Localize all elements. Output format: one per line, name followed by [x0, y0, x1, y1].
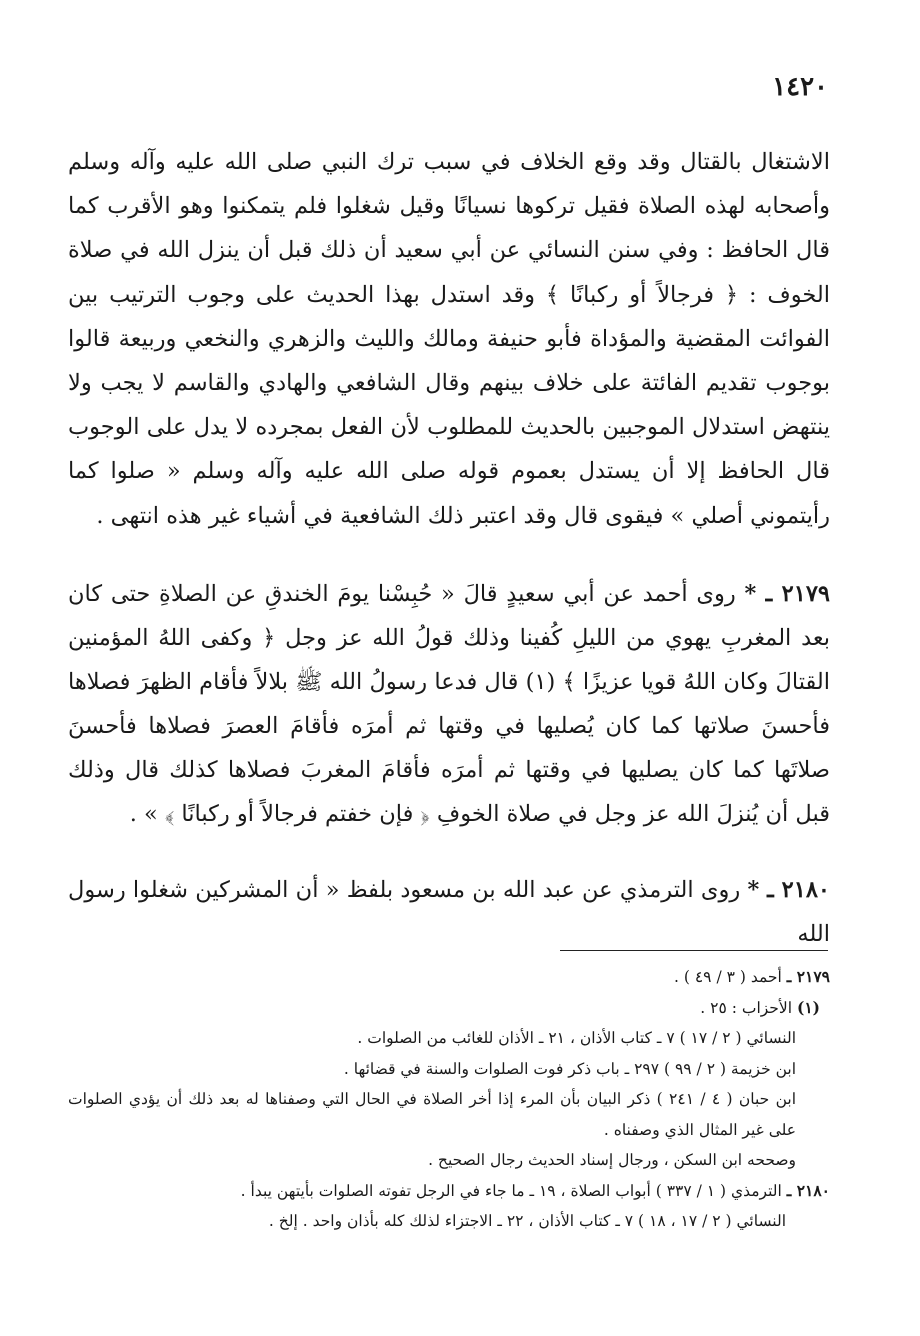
commentary-paragraph: [68, 140, 830, 538]
footnote-text: الترمذي ( ١ / ٣٣٧ ) أبواب الصلاة ، ١٩ ـ ما جاء في الرجل تفوته الصلوات بأيتهن يبدأ .: [240, 1181, 782, 1200]
footnote-separator: [560, 950, 828, 951]
hadith-number: ٢١٧٩ ـ *: [744, 581, 831, 607]
footnote-item: [68, 1145, 830, 1176]
footnote-text: وصححه ابن السكن ، ورجال إسناد الحديث رجال الصحيح .: [428, 1151, 796, 1169]
hadith-number: ٢١٨٠ ـ *: [747, 877, 830, 903]
page-number: ١٤٢٠: [772, 72, 828, 102]
footnote-item: [68, 1084, 830, 1145]
footnote-item: [68, 962, 830, 993]
footnote-text: النسائي ( ٢ / ١٧ ) ٧ ـ كتاب الأذان ، ٢١ ـ الأذان للغائب من الصلوات .: [357, 1029, 796, 1047]
footnote-item: [68, 1176, 830, 1207]
footnote-item: [68, 1054, 830, 1085]
footnote-text: ابن حبان ( ٤ / ٢٤١ ) ذكر البيان بأن المرء إذا أخر الصلاة في الحال التي وصفناها له بعد ذلك أن يؤدي الصلوات على غير المثال الذي وصفناه .: [68, 1090, 796, 1139]
hadith-text: روى أحمد عن أبي سعيدٍ قالَ « حُبِسْنا يومَ الخندقِ عن الصلاةِ حتى كان بعد المغربِ يهوي من الليلِ كُفينا وذلك قولُ الله عز وجل ﴿ وكفى اللهُ المؤمنين القتالَ وكان اللهُ قويا عزيزًا ﴾ (١) قال فدعا رسولُ الله ﷺ بلالاً فأقام الظهرَ فصلاها فأحسنَ صلاتها كما كان يُصليها في وقتها ثم أمرَه فأقامَ العصرَ فصلاها فأحسنَ صلاتَها كما كان يصليها في وقتها ثم أمرَه فأقامَ المغربَ فصلاها كذلك قال وذلك قبل أن يُنزلَ الله عز وجل في صلاة الخوفِ ﴿ فإن خفتم فرجالاً أو ركبانًا ﴾ » .: [68, 581, 830, 827]
hadith-text: روى الترمذي عن عبد الله بن مسعود بلفظ « أن المشركين شغلوا رسول الله: [68, 877, 830, 947]
footnote-text: النسائي ( ٢ / ١٧ ، ١٨ ) ٧ ـ كتاب الأذان ، ٢٢ ـ الاجتزاء لذلك كله بأذان واحد . إلخ .: [268, 1212, 786, 1230]
footnote-item: [68, 1206, 830, 1237]
footnotes: [68, 962, 830, 1237]
hadith-2180: [68, 868, 830, 956]
footnote-ref: (١): [796, 997, 820, 1017]
hadith-2179: [68, 572, 830, 836]
commentary-text: الاشتغال بالقتال وقد وقع الخلاف في سبب ترك النبي صلى الله عليه وآله وسلم وأصحابه لهذه الصلاة فقيل تركوها نسيانًا وقيل شغلوا فلم يتمكنوا وهو الأقرب كما قال الحافظ : وفي سنن النسائي عن أبي سعيد أن ذلك قبل أن ينزل الله في صلاة الخوف : ﴿ فرجالاً أو ركبانًا ﴾ وقد استدل بهذا الحديث على وجوب الترتيب بين الفوائت المقضية والمؤداة فأبو حنيفة ومالك والليث والزهري والنخعي وربيعة قالوا بوجوب تقديم الفائتة على خلاف بينهم وقال الشافعي والهادي والقاسم لا يجب ولا ينتهض استدلال الموجبين بالحديث للمطلوب لأن الفعل بمجرده لا يدل على الوجوب قال الحافظ إلا أن يستدل بعموم قوله صلى الله عليه وآله وسلم « صلوا كما رأيتموني أصلي » فيقوى قال وقد اعتبر ذلك الشافعية في أشياء غير هذه انتهى .: [68, 149, 830, 529]
footnote-item: [68, 993, 830, 1024]
footnote-ref: ٢١٧٩ ـ: [786, 967, 830, 986]
footnote-text: ابن خزيمة ( ٢ / ٩٩ ) ٢٩٧ ـ باب ذكر فوت الصلوات والسنة في قضائها .: [343, 1059, 796, 1078]
footnote-text: الأحزاب : ٢٥ .: [700, 998, 793, 1017]
footnote-item: [68, 1023, 830, 1054]
footnote-ref: ٢١٨٠ ـ: [786, 1180, 830, 1200]
footnote-text: أحمد ( ٣ / ٤٩ ) .: [674, 968, 782, 986]
